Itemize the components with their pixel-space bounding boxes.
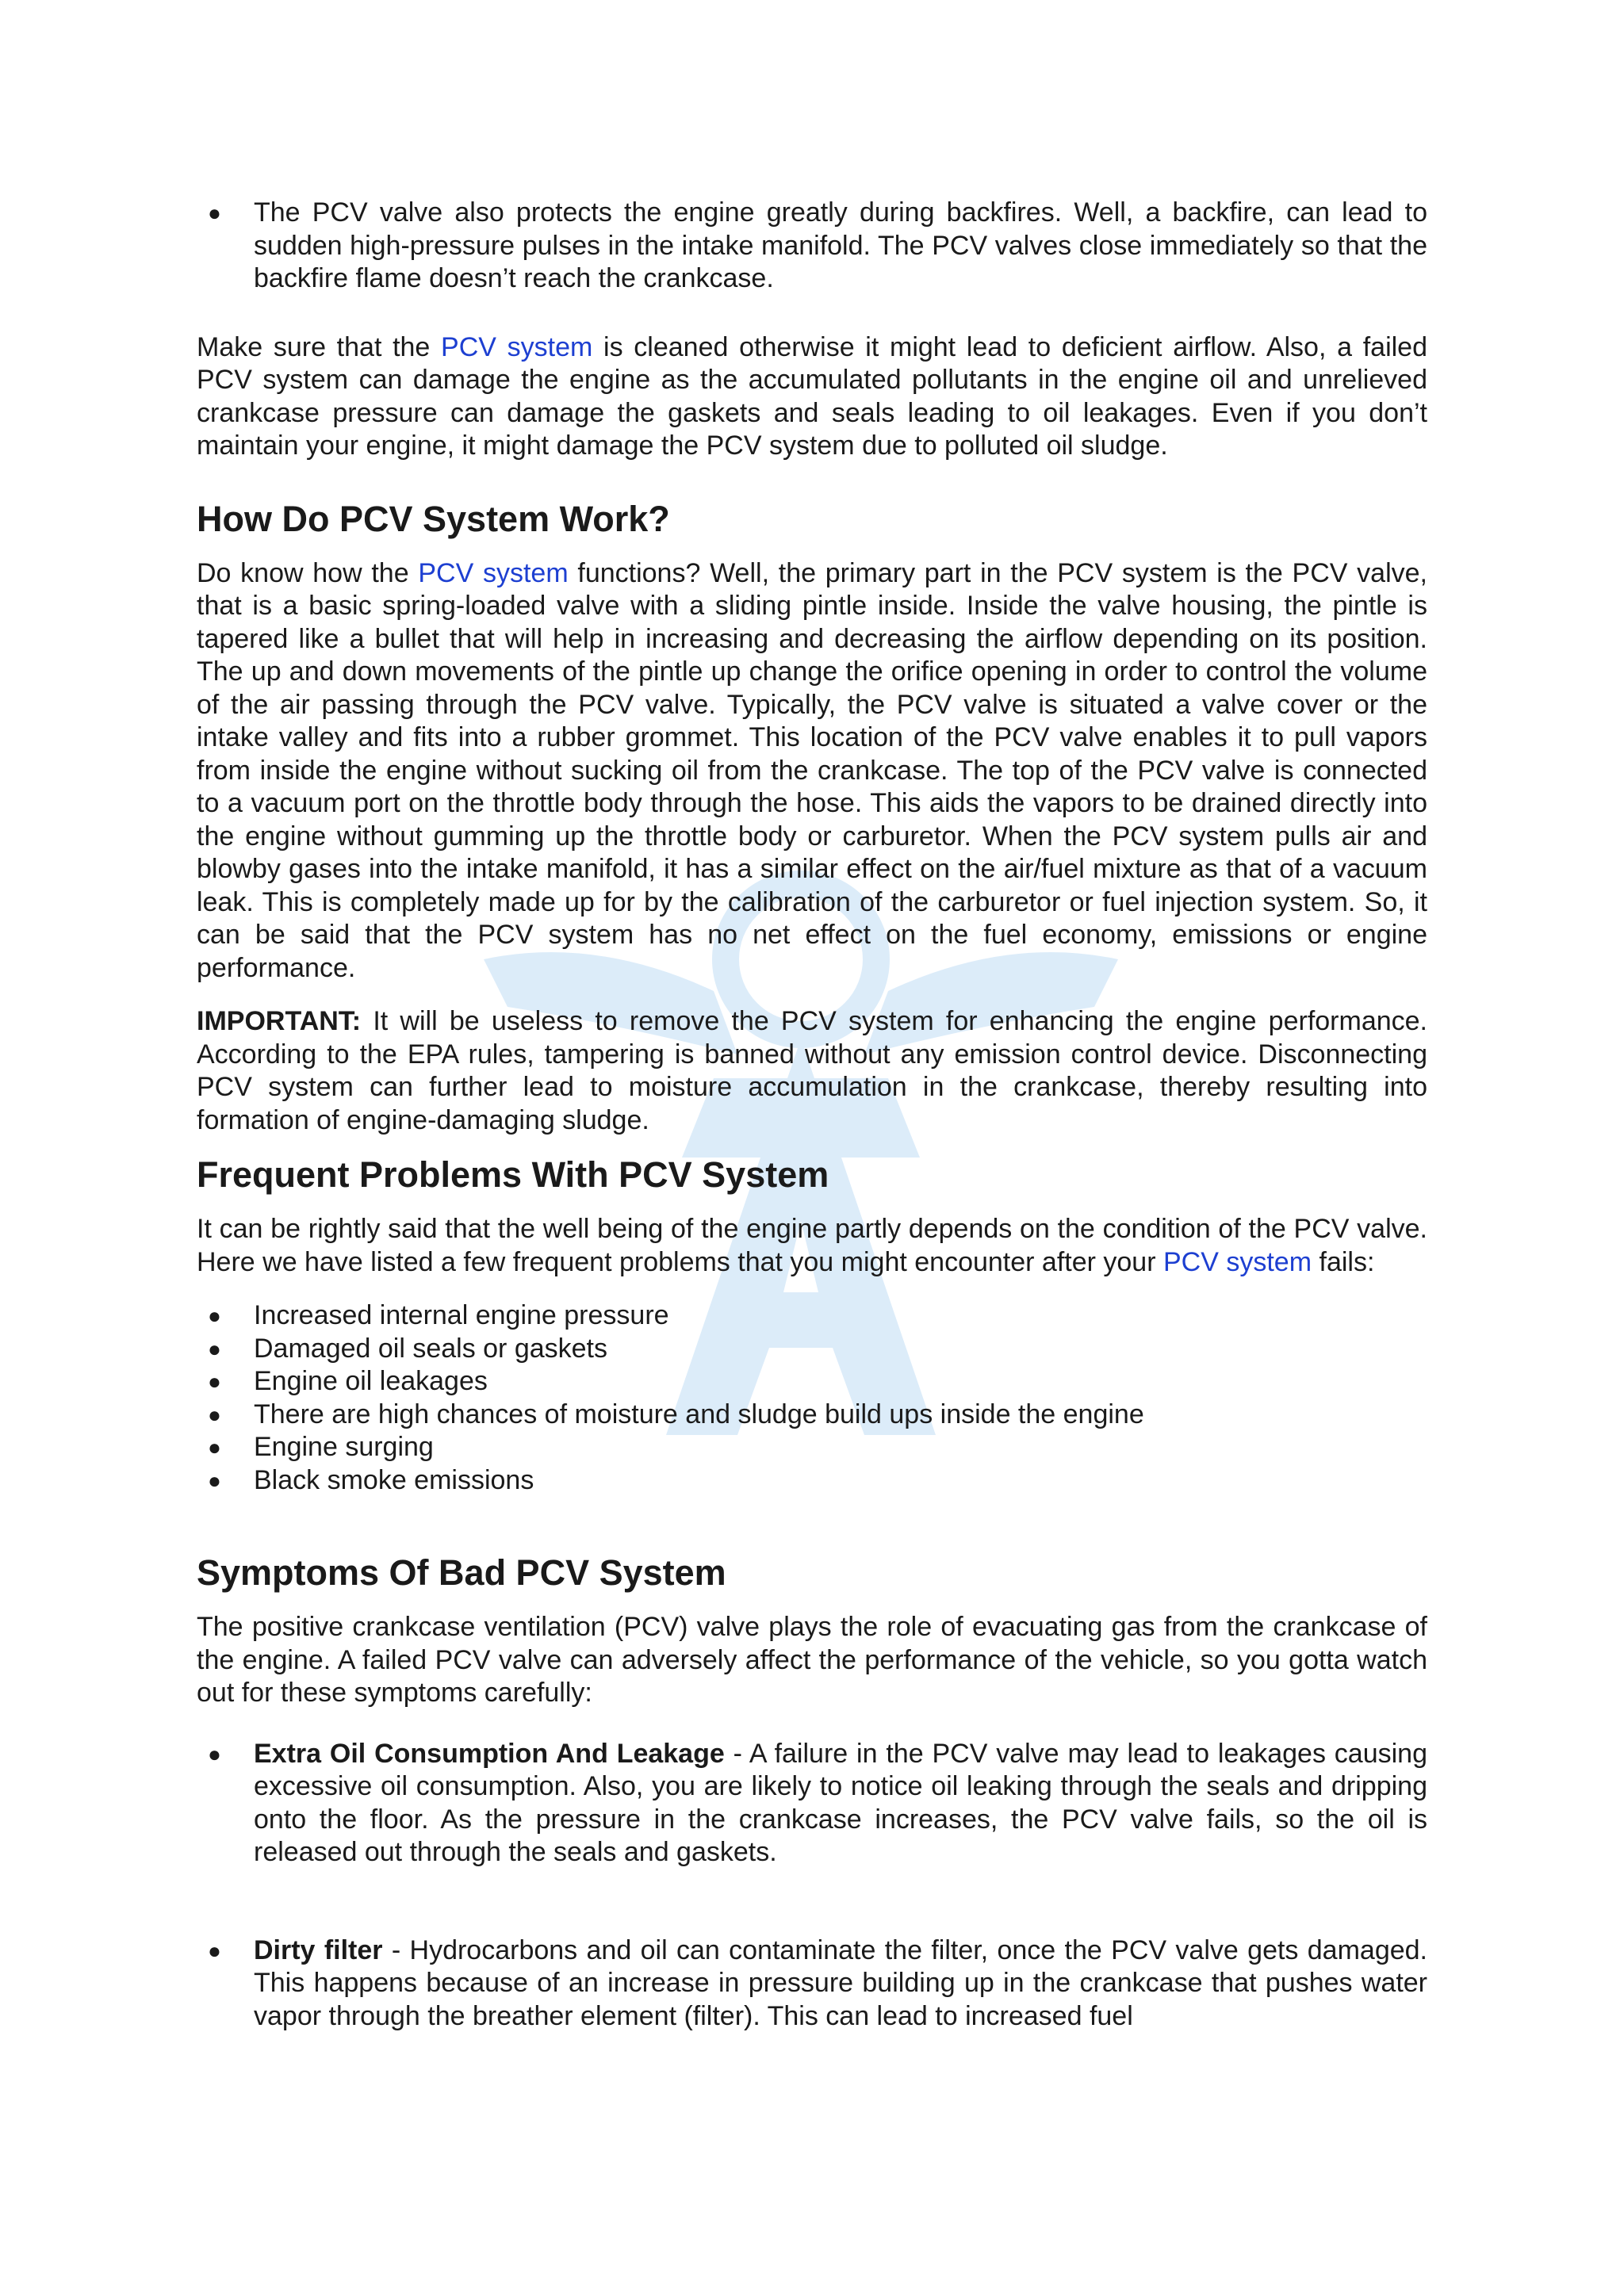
symptoms-paragraph: The positive crankcase ventilation (PCV) valve plays the role of evacuating gas from the crankcase of the engine. A failed PCV valve can adversely affect the performance of the vehicle, so you gotta watch out for these symptoms carefully: — [197, 1612, 1427, 1708]
bullet-icon: ● — [208, 1336, 221, 1361]
list-item: ● The PCV valve also protects the engine greatly during backfires. Well, a backfire, can lead to sudden high-pressure pulses in the intake manifold. The PCV valves close immediately so that the backfire flame doesn’t reach the crankcase. — [208, 197, 1427, 293]
document-page — [197, 197, 1427, 2033]
how-paragraph: Do know how the PCV system functions? Well, the primary part in the PCV system is the PCV valve, that is a basic spring-loaded valve with a sliding pintle inside. Inside the valve housing, the pintle is tapered like a bullet that will help in increasing and decreasing the airflow depending on its position. The up and down movements of the pintle up change the orifice opening in order to control the volume of the air passing through the PCV valve. Typically, the PCV valve is situated a valve cover or the intake valley and fits into a rubber grommet. This location of the PCV valve enables it to pull vapors from inside the engine without sucking oil from the crankcase. The top of the PCV valve is connected to a vacuum port on the throttle body through the hose. This aids the vapors to be drained directly into the engine without gumming up the throttle body or carburetor. When the PCV system pulls air and blowby gases into the intake manifold, it has a similar effect on the air/fuel mixture as that of a vacuum leak. This is completely made up for by the calibration of the carburetor or fuel injection system. So, it can be said that the PCV system has no net effect on the fuel economy, emissions or engine performance. — [197, 557, 1427, 983]
bullet-icon: ● — [208, 1741, 221, 1766]
list-item: ● Black smoke emissions — [197, 1464, 1427, 1498]
bullet-icon: ● — [208, 1303, 221, 1328]
list-item: ● Dirty filter - Hydrocarbons and oil can contaminate the filter, once the PCV valve gets damaged. This happens because of an increase in pressure building up in the crankcase that pushes water vapor through the breather element (filter). This can lead to increased fuel — [208, 1934, 1427, 2031]
symptom-title: Extra Oil Consumption And Leakage — [254, 1738, 725, 1769]
pcv-system-link[interactable]: PCV system — [1163, 1246, 1312, 1277]
intro-bullet-list — [197, 197, 1427, 296]
maintenance-paragraph: Make sure that the PCV system is cleaned otherwise it might lead to deficient airflow. Also, a failed PCV system can damage the engine as the accumulated pollutants in the engine oil and unrelieved crankcase pressure can damage the gaskets and seals leading to oil leakages. Even if you don’t maintain your engine, it might damage the PCV system due to polluted oil sludge. — [197, 331, 1427, 461]
bullet-icon: ● — [208, 1938, 221, 1963]
list-item: ● There are high chances of moisture and sludge build ups inside the engine — [197, 1399, 1427, 1432]
list-item: ● Engine oil leakages — [197, 1365, 1427, 1399]
problems-list — [197, 1299, 1427, 1497]
problems-paragraph: It can be rightly said that the well being of the engine partly depends on the condition of the PCV valve. Here we have listed a few frequent problems that you might encounter after your PCV system fails: — [197, 1214, 1427, 1277]
section-heading-how: How Do PCV System Work? — [197, 498, 670, 539]
important-paragraph: IMPORTANT: It will be useless to remove the PCV system for enhancing the engine performance. According to the EPA rules, tampering is banned without any emission control device. Disconnecting PCV system can further lead to moisture accumulation in the crankcase, thereby resulting into formation of engine-damaging sludge. — [197, 1006, 1427, 1135]
bullet-icon: ● — [208, 201, 221, 225]
symptoms-list — [197, 1738, 1427, 2034]
section-heading-problems: Frequent Problems With PCV System — [197, 1154, 829, 1195]
list-item: ● Damaged oil seals or gaskets — [197, 1333, 1427, 1366]
pcv-system-link[interactable]: PCV system — [418, 557, 569, 588]
pcv-system-link[interactable]: PCV system — [441, 331, 593, 362]
list-item: ● Engine surging — [197, 1431, 1427, 1464]
bullet-icon: ● — [208, 1435, 221, 1460]
list-item: ● Increased internal engine pressure — [197, 1299, 1427, 1333]
symptom-title: Dirty filter — [254, 1934, 383, 1965]
bullet-icon: ● — [208, 1468, 221, 1493]
bullet-icon: ● — [208, 1402, 221, 1427]
bullet-icon: ● — [208, 1369, 221, 1394]
list-item: ● Extra Oil Consumption And Leakage - A failure in the PCV valve may lead to leakages causing excessive oil consumption. Also, you are likely to notice oil leaking through the seals and dripping onto the floor. As the pressure in the crankcase increases, the PCV valve fails, so the oil is released out through the seals and gaskets. — [208, 1738, 1427, 1867]
section-heading-symptoms: Symptoms Of Bad PCV System — [197, 1552, 726, 1593]
important-label: IMPORTANT: — [197, 1006, 362, 1036]
